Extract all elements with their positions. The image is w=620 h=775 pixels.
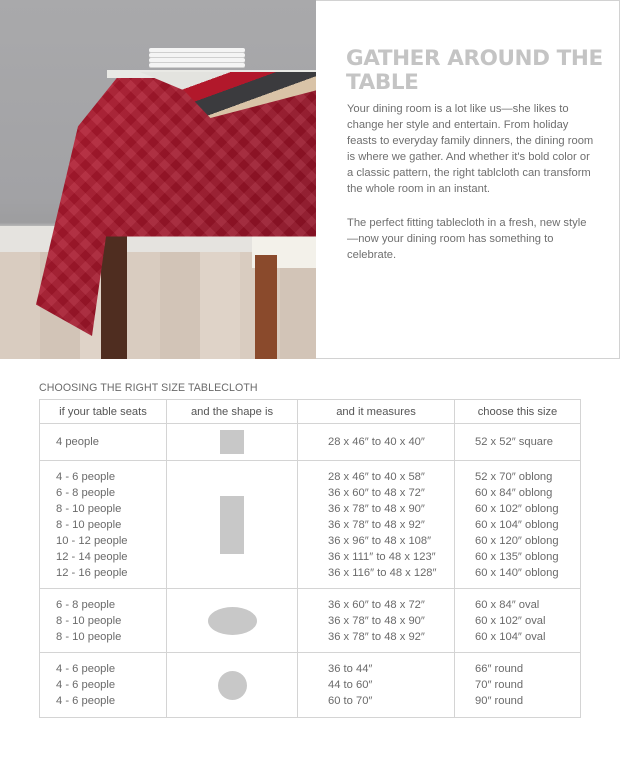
size-cell: 60 x 84″ oval 60 x 102″ oval 60 x 104″ oval bbox=[455, 589, 581, 653]
shape-cell bbox=[167, 653, 298, 718]
table-row-round bbox=[40, 653, 581, 718]
measures-cell: 36 to 44″ 44 to 60″ 60 to 70″ bbox=[298, 653, 455, 718]
seats-cell: 6 - 8 people 8 - 10 people 8 - 10 people bbox=[40, 589, 167, 653]
measures-cell: 28 x 46″ to 40 x 40″ bbox=[298, 424, 455, 461]
measures-cell: 28 x 46″ to 40 x 58″ 36 x 60″ to 48 x 72″ 36 x 78″ to 48 x 90″ 36 x 78″ to 48 x 92″ 36 x 96″ to 48 x 108″ 36 x 111″ to 48 x 123″ 36 x 116″ to 48 x 128″ bbox=[298, 461, 455, 589]
intro-panel bbox=[316, 0, 620, 359]
circle-shape-icon bbox=[218, 671, 247, 700]
intro-paragraph-1: Your dining room is a lot like us—she likes to change her style and entertain. From holiday feasts to everyday family dinners, the dining room is where we gather. And whether it's bold color or a classic pattern, the right tablcloth can transform the whole room in an instant. bbox=[347, 103, 594, 195]
size-guide-table bbox=[39, 399, 581, 718]
size-cell: 66″ round 70″ round 90″ round bbox=[455, 653, 581, 718]
column-header-measures: and it measures bbox=[298, 400, 455, 424]
table-header-row bbox=[40, 400, 581, 424]
size-cell: 52 x 52″ square bbox=[455, 424, 581, 461]
measures-cell: 36 x 60″ to 48 x 72″ 36 x 78″ to 48 x 90″ 36 x 78″ to 48 x 92″ bbox=[298, 589, 455, 653]
seats-cell: 4 people bbox=[40, 424, 167, 461]
column-header-seats: if your table seats bbox=[40, 400, 167, 424]
plate-stack bbox=[149, 48, 245, 70]
oval-shape-icon bbox=[208, 607, 257, 635]
chair-leg bbox=[255, 255, 277, 359]
hero-heading: GATHER AROUND THE TABLE bbox=[346, 46, 603, 95]
intro-paragraph-2: The perfect fitting tablecloth in a fresh, new style—now your dining room has something to celebrate. bbox=[347, 217, 587, 261]
column-header-size: choose this size bbox=[455, 400, 581, 424]
table-row-oval bbox=[40, 589, 581, 653]
seats-cell: 4 - 6 people 4 - 6 people 4 - 6 people bbox=[40, 653, 167, 718]
table-row-square bbox=[40, 424, 581, 461]
table-leg bbox=[101, 225, 127, 359]
rectangle-shape-icon bbox=[220, 496, 244, 554]
column-header-shape: and the shape is bbox=[167, 400, 298, 424]
size-cell: 52 x 70″ oblong 60 x 84″ oblong 60 x 102″ oblong 60 x 104″ oblong 60 x 120″ oblong 60 x 135″ oblong 60 x 140″ oblong bbox=[455, 461, 581, 589]
size-guide-title: CHOOSING THE RIGHT SIZE TABLECLOTH bbox=[39, 382, 258, 394]
tablecloth-photo bbox=[0, 0, 316, 359]
seats-cell: 4 - 6 people 6 - 8 people 8 - 10 people 8 - 10 people 10 - 12 people 12 - 14 people 12 - 16 people bbox=[40, 461, 167, 589]
shape-cell bbox=[167, 589, 298, 653]
shape-cell bbox=[167, 461, 298, 589]
shape-cell bbox=[167, 424, 298, 461]
table-row-oblong bbox=[40, 461, 581, 589]
square-shape-icon bbox=[220, 430, 244, 454]
hero-banner bbox=[0, 0, 620, 359]
